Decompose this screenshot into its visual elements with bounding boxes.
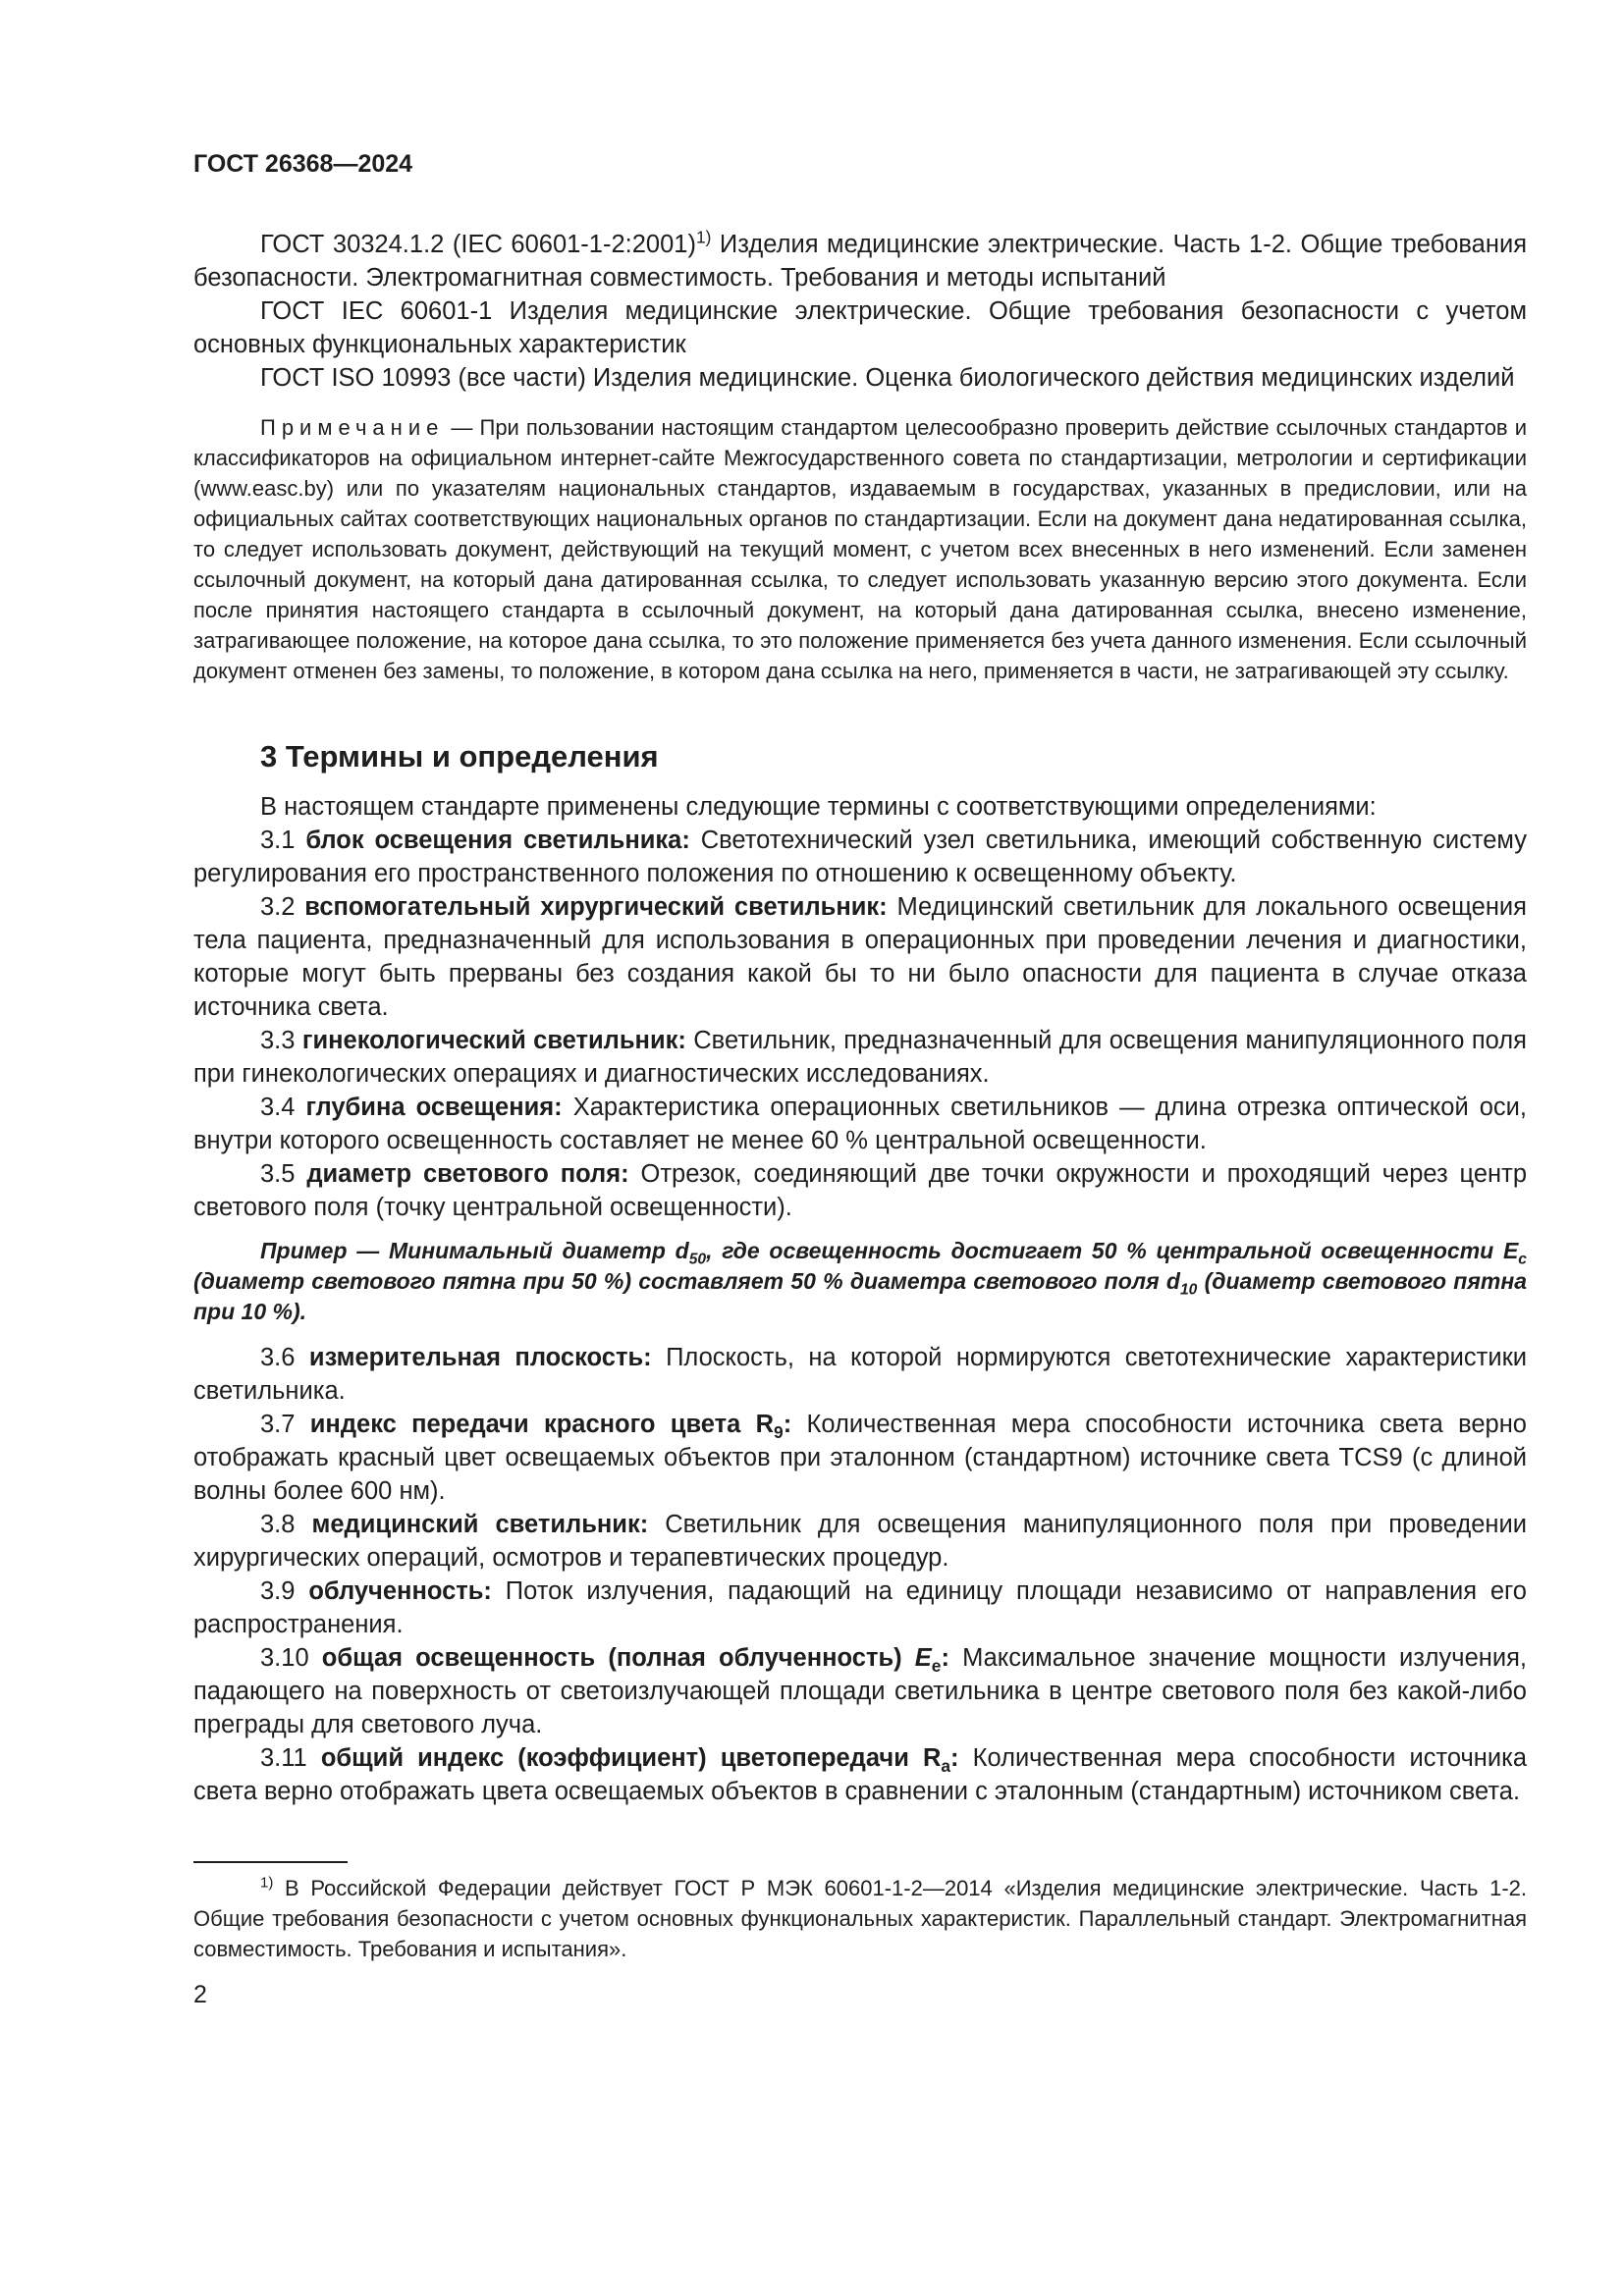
term-3-2: 3.2 вспомогательный хирургический светильник: Медицинский светильник для локального освещения тела пациента, предназначенный для использования в операционных при проведении лечения и диагностики, которые могут быть прерваны без создания какой бы то ни было опасности для пациента в случае отказа источника света.: [193, 893, 1527, 1021]
document-header: ГОСТ 26368—2024: [193, 150, 413, 178]
footnote-divider: [193, 1861, 348, 1863]
section-title: 3 Термины и определения: [260, 739, 659, 774]
term-3-5: 3.5 диаметр светового поля: Отрезок, соединяющий две точки окружности и проходящий через центр светового поля (точку центральной освещенности).: [193, 1160, 1527, 1221]
note-label: Примечание: [260, 415, 445, 440]
document-page: [193, 147, 1527, 2011]
term-3-9: 3.9 облученность: Поток излучения, падающий на единицу площади независимо от направления его распространения.: [193, 1577, 1527, 1638]
term-3-11: 3.11 общий индекс (коэффициент) цветопередачи $R_a$: Количественная мера способности источника света верно отображать цвета освещаемых объектов в сравнении с эталонным (стандартным) источником света.: [193, 1744, 1527, 1805]
example-paragraph: Пример — Минимальный диаметр $d_{50}$, где освещенность достигает 50 % центральной освещенности $E_c$ (диаметр светового пятна при 50 %) составляет 50 % диаметра светового поля $d_{10}$ (диаметр светового пятна при 10 %).: [193, 1238, 1528, 1324]
note-paragraph: Примечание — При пользовании настоящим стандартом целесообразно проверить действие ссылочных стандартов и классификаторов на официальном интернет-сайте Межгосударственного совета по стандартизации, метрологии и сертификации (www.easc.by) или по указателям национальных стандартов, издаваемым в государствах, указанных в предисловии, или на официальных сайтах соответствующих национальных органов по стандартизации. Если на документ дана недатированная ссылка, то следует использовать документ, действующий на текущий момент, с учетом всех внесенных в него изменений. Если заменен ссылочный документ, на который дана датированная ссылка, то следует использовать указанную версию этого документа. Если после принятия настоящего стандарта в ссылочный документ, на который дана датированная ссылка, внесено изменение, затрагивающее положение, на которое дана ссылка, то это положение применяется без учета данного изменения. Если ссылочный документ отменен без замены, то положение, в котором дана ссылка на него, применяется в части, не затрагивающей эту ссылку.: [193, 415, 1527, 683]
term-3-1: 3.1 блок освещения светильника: Светотехнический узел светильника, имеющий собственную систему регулирования его пространственного положения по отношению к освещенному объекту.: [193, 827, 1527, 887]
term-3-8: 3.8 медицинский светильник: Светильник для освещения манипуляционного поля при проведении хирургических операций, осмотров и терапевтических процедур.: [193, 1511, 1527, 1572]
section-intro: В настоящем стандарте применены следующие термины с соответствующими определениями:: [260, 793, 1377, 821]
term-3-7: 3.7 индекс передачи красного цвета $R_9$: Количественная мера способности источника света верно отображать красный цвет освещаемых объектов при эталонном (стандартном) источнике света TCS9 (с длиной волны более 600 нм).: [193, 1411, 1527, 1505]
term-3-6: 3.6 измерительная плоскость: Плоскость, на которой нормируются светотехнические характеристики светильника.: [193, 1344, 1527, 1405]
term-3-3: 3.3 гинекологический светильник: Светильник, предназначенный для освещения манипуляционного поля при гинекологических операциях и диагностических исследованиях.: [193, 1027, 1527, 1088]
term-3-10: 3.10 общая освещенность (полная облученность) $E_e$: Максимальное значение мощности излучения, падающего на поверхность от светоизлучающей площади светильника в центре светового поля без какой-либо преграды для светового луча.: [193, 1644, 1527, 1738]
footnote: $^{1)}$ В Российской Федерации действует ГОСТ Р МЭК 60601-1-2—2014 «Изделия медицинские электрические. Часть 1-2. Общие требования безопасности с учетом основных функциональных характеристик. Параллельный стандарт. Электромагнитная совместимость. Требования и испытания».: [193, 1874, 1527, 1961]
reference-item: ГОСТ 30324.1.2 (IEC 60601-1-2:2001)$^{1)}$ Изделия медицинские электрические. Часть 1-2. Общие требования безопасности. Электромагнитная совместимость. Требования и методы испытаний: [193, 227, 1528, 292]
page-number: 2: [193, 1981, 207, 2008]
reference-item: ГОСТ ISO 10993 (все части) Изделия медицинские. Оценка биологического действия медицинских изделий: [260, 364, 1515, 392]
reference-item: ГОСТ IEC 60601-1 Изделия медицинские электрические. Общие требования безопасности с учетом основных функциональных характеристик: [193, 297, 1527, 358]
term-3-4: 3.4 глубина освещения: Характеристика операционных светильников — длина отрезка оптической оси, внутри которого освещенность составляет не менее 60 % центральной освещенности.: [193, 1094, 1527, 1154]
